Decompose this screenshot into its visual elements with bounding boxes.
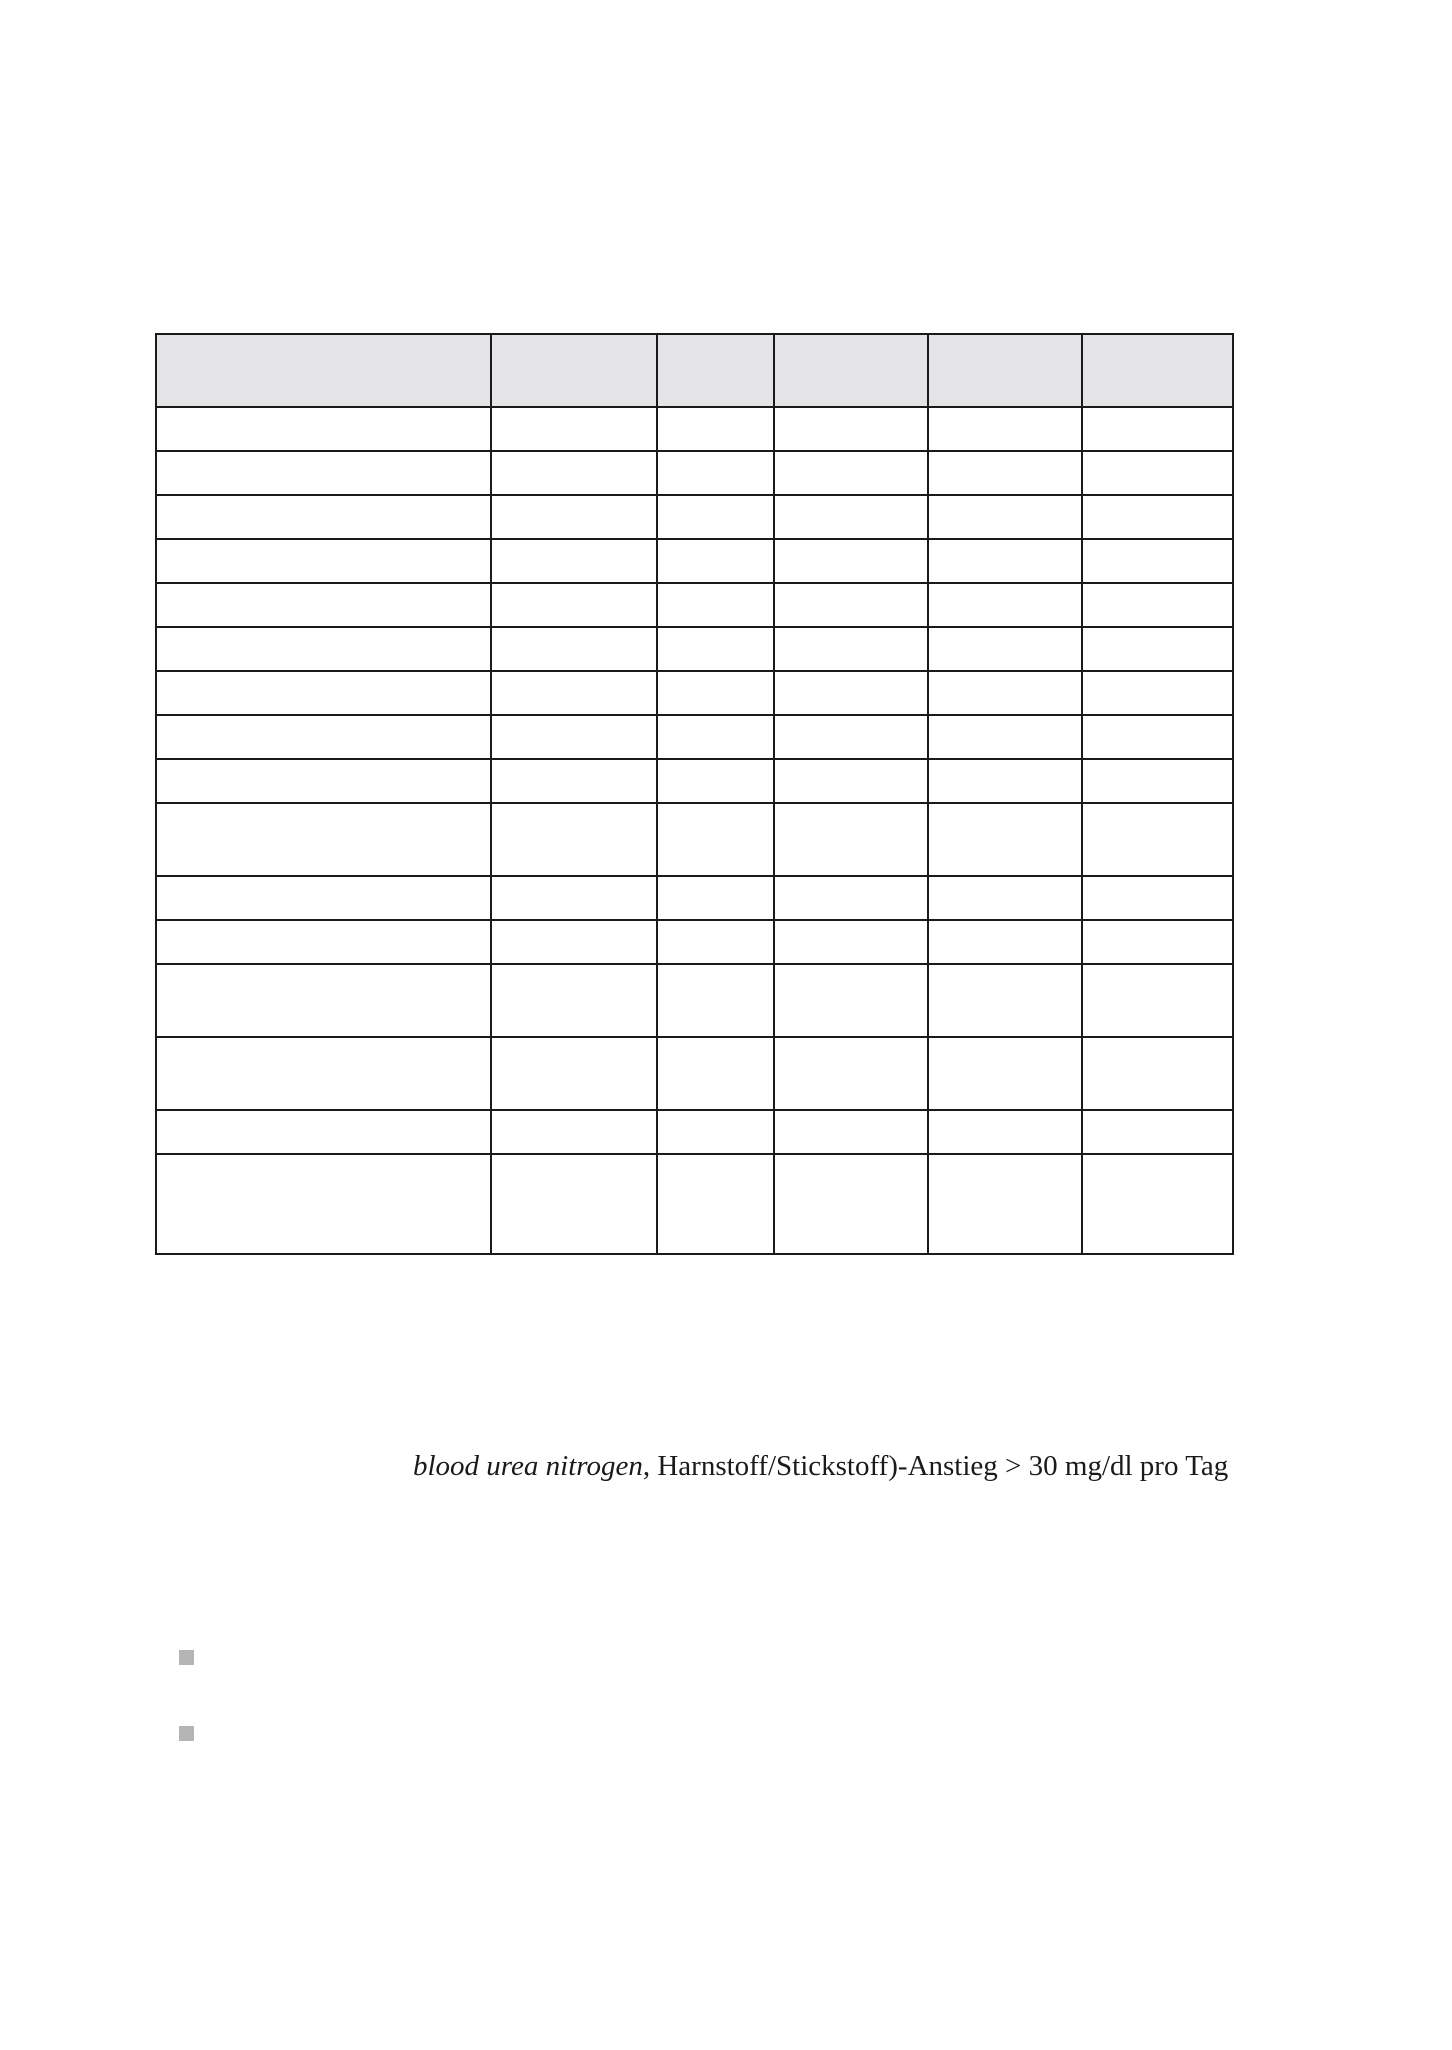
table-cell xyxy=(156,920,491,964)
table-cell xyxy=(928,803,1082,876)
table-cell xyxy=(491,876,657,920)
table-cell xyxy=(1082,627,1233,671)
table-cell xyxy=(774,1110,928,1154)
note-regular-text: , Harnstoff/Stickstoff)-Anstieg > 30 mg/dl pro Tag xyxy=(642,1450,1229,1482)
table-cell xyxy=(774,759,928,803)
table-cell xyxy=(928,671,1082,715)
table-row xyxy=(156,583,1233,627)
table-row xyxy=(156,715,1233,759)
table-cell xyxy=(774,876,928,920)
table-cell xyxy=(928,876,1082,920)
table-cell xyxy=(491,1110,657,1154)
data-table xyxy=(155,333,1234,1255)
table-cell xyxy=(774,671,928,715)
table-cell xyxy=(156,627,491,671)
table-cell xyxy=(1082,715,1233,759)
table-cell xyxy=(156,715,491,759)
table-cell xyxy=(774,715,928,759)
table-cell xyxy=(657,803,774,876)
table-row xyxy=(156,876,1233,920)
table-header-row xyxy=(156,334,1233,407)
table-cell xyxy=(1082,451,1233,495)
table-cell xyxy=(774,920,928,964)
table-cell xyxy=(1082,803,1233,876)
table-cell xyxy=(156,1110,491,1154)
table-cell xyxy=(928,920,1082,964)
table-row xyxy=(156,671,1233,715)
table-cell xyxy=(156,803,491,876)
table-cell xyxy=(491,451,657,495)
table-cell xyxy=(657,583,774,627)
table-cell xyxy=(657,1110,774,1154)
table-row xyxy=(156,539,1233,583)
table-cell xyxy=(156,876,491,920)
table-row xyxy=(156,495,1233,539)
table-row xyxy=(156,964,1233,1037)
table-row xyxy=(156,803,1233,876)
table-cell xyxy=(491,539,657,583)
bullet-square-icon xyxy=(179,1726,194,1741)
table-cell xyxy=(657,964,774,1037)
table-cell xyxy=(774,583,928,627)
table-row xyxy=(156,1037,1233,1110)
table-cell xyxy=(657,1037,774,1110)
table-cell xyxy=(657,920,774,964)
table-cell xyxy=(928,407,1082,451)
table-cell xyxy=(657,759,774,803)
table-cell xyxy=(1082,1154,1233,1254)
table-cell xyxy=(156,759,491,803)
table-cell xyxy=(156,671,491,715)
table-cell xyxy=(774,495,928,539)
table-cell xyxy=(657,1154,774,1254)
table-cell xyxy=(156,583,491,627)
table-cell xyxy=(156,495,491,539)
table-cell xyxy=(1082,920,1233,964)
table-cell xyxy=(928,1110,1082,1154)
table-cell xyxy=(1082,671,1233,715)
table-cell xyxy=(156,964,491,1037)
table-cell xyxy=(657,407,774,451)
table-cell xyxy=(491,1154,657,1254)
table-cell xyxy=(156,1154,491,1254)
table-cell xyxy=(928,583,1082,627)
table-cell xyxy=(657,876,774,920)
table-cell xyxy=(928,759,1082,803)
table-cell xyxy=(774,451,928,495)
table-cell xyxy=(491,715,657,759)
table-cell xyxy=(1082,759,1233,803)
table-cell xyxy=(774,964,928,1037)
table-cell xyxy=(1082,495,1233,539)
table-cell xyxy=(774,803,928,876)
table-cell xyxy=(1082,583,1233,627)
table-cell xyxy=(156,1037,491,1110)
table-header-cell xyxy=(156,334,491,407)
table-cell xyxy=(491,803,657,876)
table-cell xyxy=(774,407,928,451)
table-cell xyxy=(491,1037,657,1110)
table-cell xyxy=(657,715,774,759)
table-cell xyxy=(156,407,491,451)
table-row xyxy=(156,451,1233,495)
table-header-cell xyxy=(1082,334,1233,407)
table-row xyxy=(156,759,1233,803)
table-cell xyxy=(928,715,1082,759)
table-cell xyxy=(928,495,1082,539)
table-cell xyxy=(491,920,657,964)
table-cell xyxy=(928,539,1082,583)
table-header-cell xyxy=(928,334,1082,407)
table-cell xyxy=(491,407,657,451)
table-cell xyxy=(928,451,1082,495)
table-header-cell xyxy=(491,334,657,407)
table-row xyxy=(156,407,1233,451)
table-row xyxy=(156,1154,1233,1254)
table-row xyxy=(156,627,1233,671)
table-cell xyxy=(156,451,491,495)
bullet-square-icon xyxy=(179,1650,194,1665)
table-cell xyxy=(928,1154,1082,1254)
table-cell xyxy=(774,539,928,583)
note-italic-term: blood urea nitrogen xyxy=(413,1450,643,1482)
table-cell xyxy=(1082,1110,1233,1154)
table-cell xyxy=(657,671,774,715)
table-cell xyxy=(657,495,774,539)
table-cell xyxy=(928,627,1082,671)
table-cell xyxy=(1082,407,1233,451)
table-cell xyxy=(491,759,657,803)
table-cell xyxy=(774,1154,928,1254)
note-text xyxy=(413,1448,1228,1484)
table-header-cell xyxy=(774,334,928,407)
table-cell xyxy=(1082,539,1233,583)
table-cell xyxy=(657,451,774,495)
table-row xyxy=(156,920,1233,964)
table-cell xyxy=(491,964,657,1037)
table-row xyxy=(156,1110,1233,1154)
table-cell xyxy=(1082,964,1233,1037)
table-cell xyxy=(491,627,657,671)
table-cell xyxy=(1082,1037,1233,1110)
table-cell xyxy=(156,539,491,583)
table-cell xyxy=(1082,876,1233,920)
table-cell xyxy=(774,627,928,671)
table-cell xyxy=(928,964,1082,1037)
table-cell xyxy=(774,1037,928,1110)
table-header-cell xyxy=(657,334,774,407)
table-cell xyxy=(657,627,774,671)
table-cell xyxy=(491,583,657,627)
table-cell xyxy=(657,539,774,583)
table-cell xyxy=(491,495,657,539)
table-cell xyxy=(928,1037,1082,1110)
table-cell xyxy=(491,671,657,715)
